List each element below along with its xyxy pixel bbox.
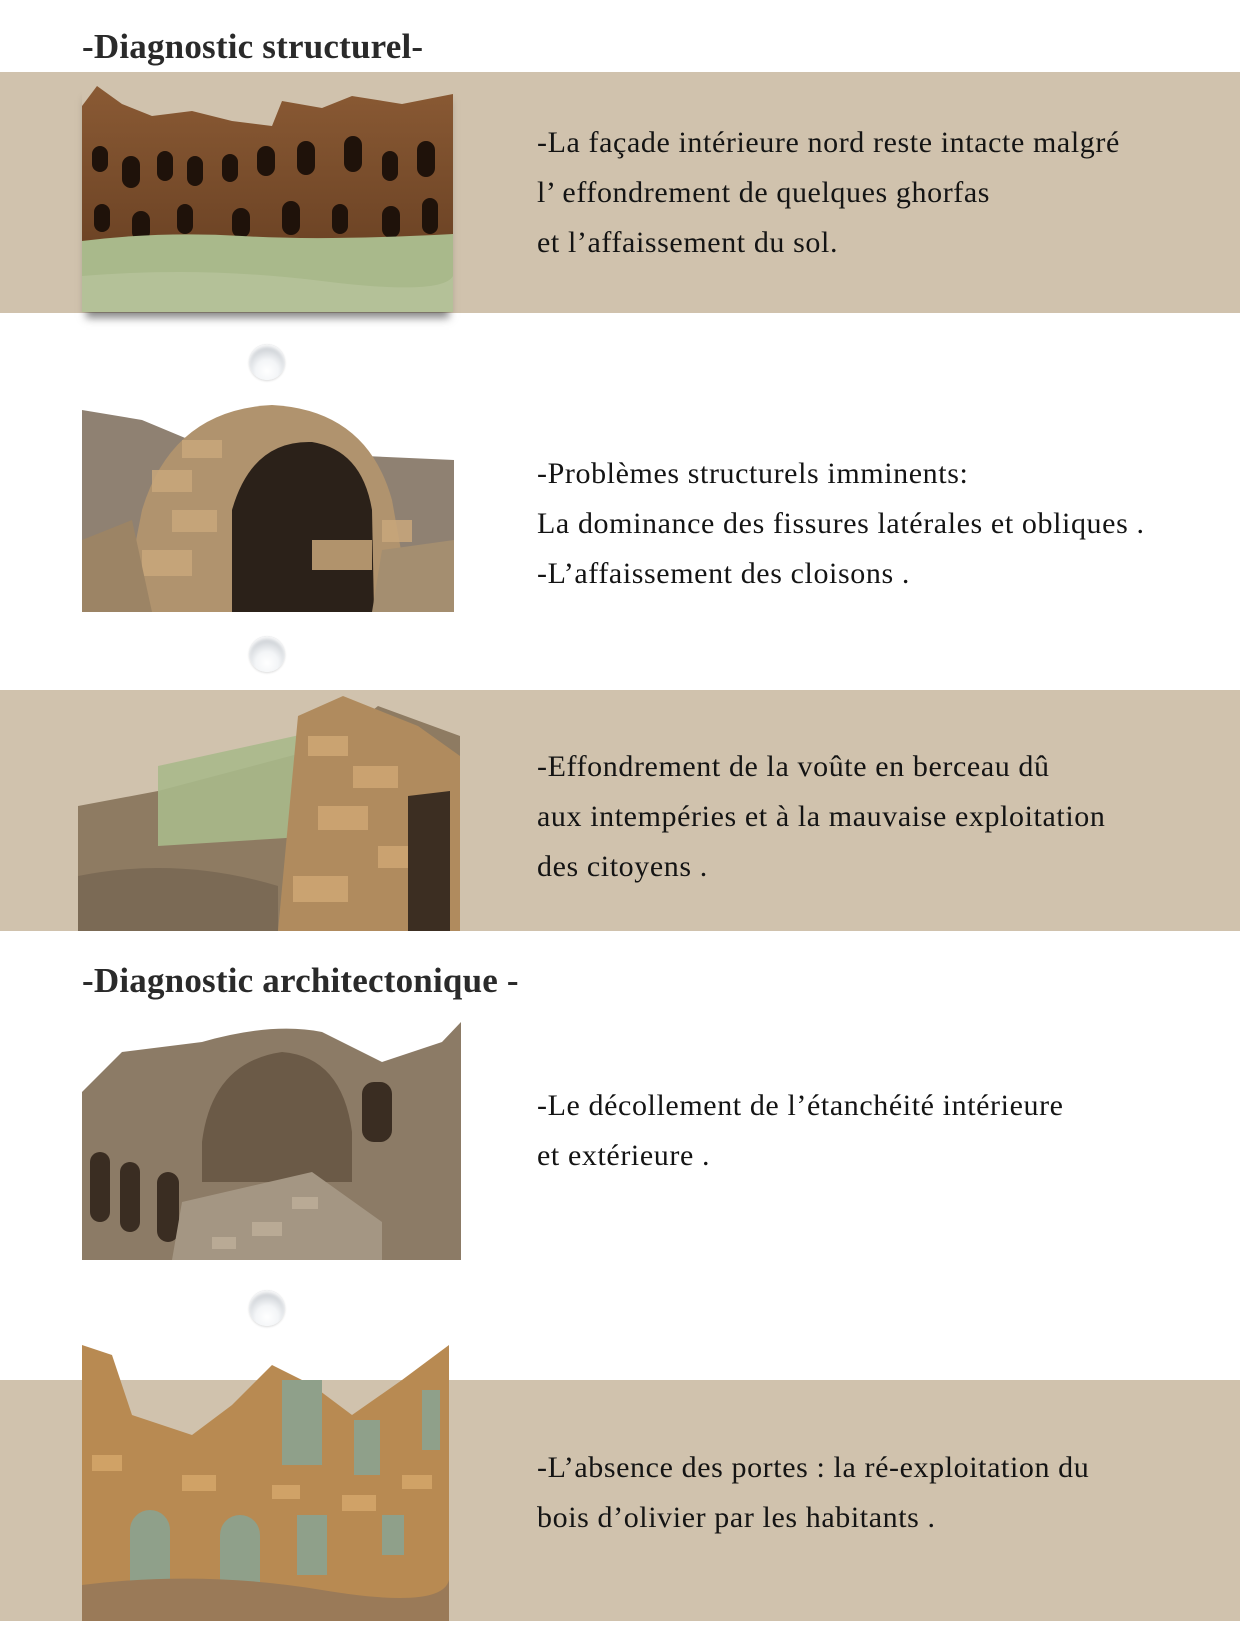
item-4-line-1: -Le décollement de l’étanchéité intérieure [537, 1089, 1064, 1122]
item-3-line-1: -Effondrement de la voûte en berceau dû [537, 750, 1050, 783]
connector-dot-2 [249, 636, 285, 672]
item-2-line-2: La dominance des fissures latérales et obliques . [537, 507, 1145, 540]
item-1-line-3: et l’affaissement du sol. [537, 226, 839, 259]
facade-ruin-photo [82, 86, 453, 312]
section-title-structural: -Diagnostic structurel- [82, 27, 424, 66]
item-2-description [537, 449, 1145, 599]
connector-dot-3 [249, 1290, 285, 1326]
connector-dot-1 [249, 344, 285, 380]
item-2-line-1: -Problèmes structurels imminents: [537, 457, 969, 490]
detached-waterproofing-photo [82, 1022, 461, 1260]
vault-ruin-photo [82, 400, 454, 612]
section-title-architectonic: -Diagnostic architectonique - [82, 961, 519, 1000]
item-1-line-1: -La façade intérieure nord reste intacte malgré [537, 126, 1120, 159]
item-4-description [537, 1081, 1064, 1181]
item-3-description [537, 742, 1105, 892]
item-3-line-3: des citoyens . [537, 850, 708, 883]
item-5-line-2: bois d’olivier par les habitants . [537, 1501, 936, 1534]
missing-doors-photo [82, 1345, 449, 1621]
item-5-description [537, 1443, 1089, 1543]
item-2-line-3: -L’affaissement des cloisons . [537, 557, 910, 590]
item-3-line-2: aux intempéries et à la mauvaise exploitation [537, 800, 1106, 833]
collapsed-vault-photo [78, 696, 460, 931]
item-5-line-1: -L’absence des portes : la ré-exploitation du [537, 1451, 1090, 1484]
item-1-description [537, 118, 1120, 268]
item-4-line-2: et extérieure . [537, 1139, 711, 1172]
item-1-line-2: l’ effondrement de quelques ghorfas [537, 176, 991, 209]
